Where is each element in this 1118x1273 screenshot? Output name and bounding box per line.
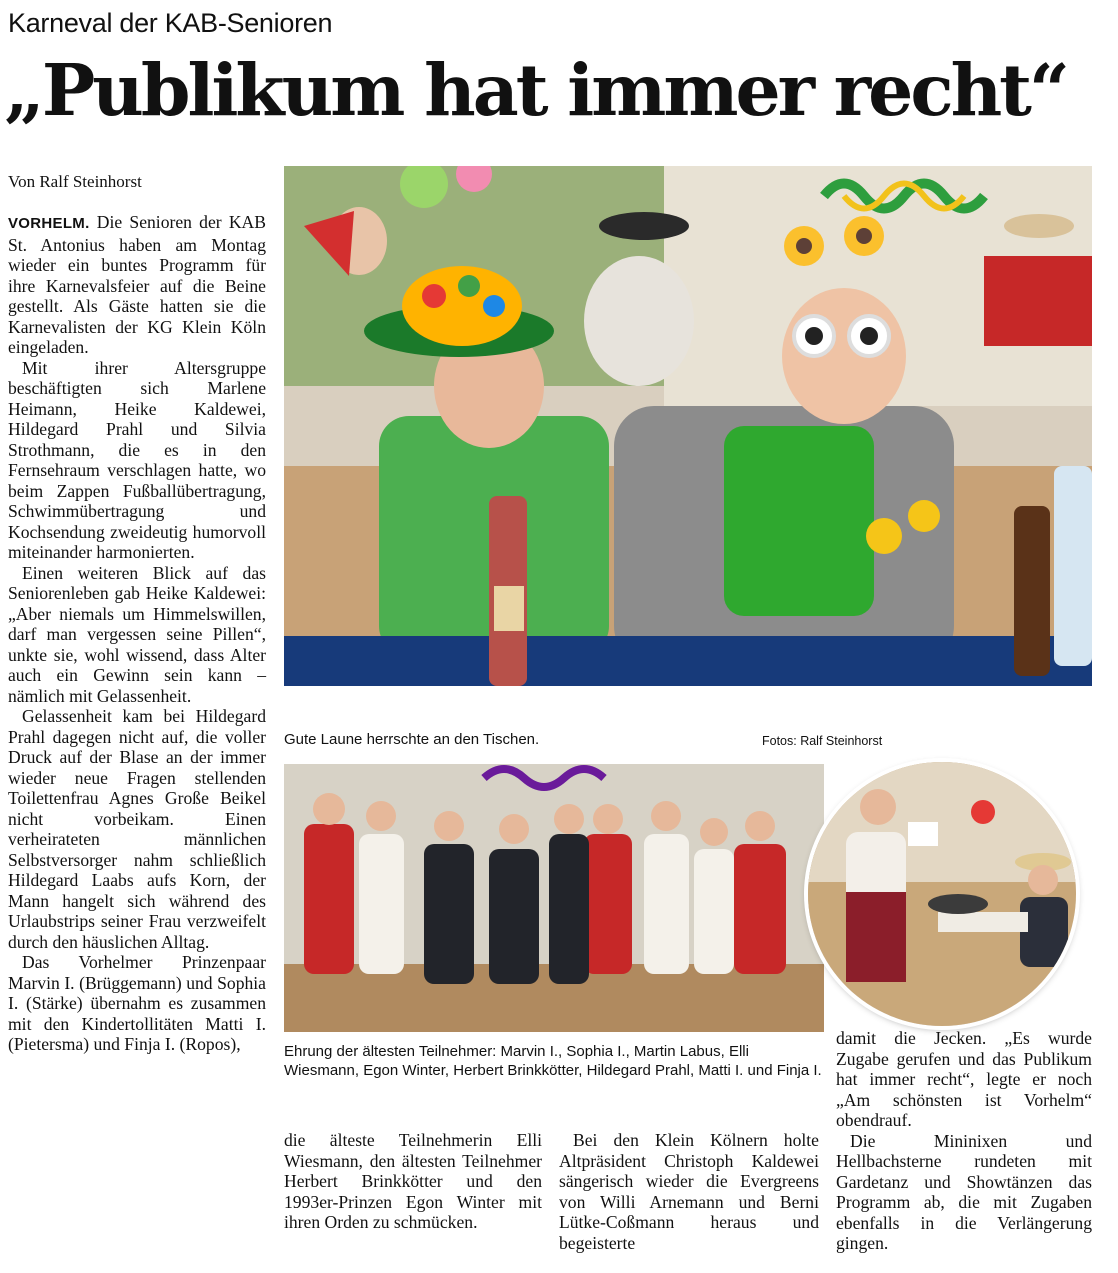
- paragraph: Die Mininixen und Hellbachsterne rundeten mit Gardetanz und Showtänzen das Programm ab, die mit Zugaben ebenfalls in die Verlängerung gingen.: [836, 1130, 1092, 1253]
- paragraph: Gelassenheit kam bei Hildegard Prahl dagegen nicht auf, die voller Druck auf der Blase an der immer wieder neue Fragen stellenden Toilettenfrau Agnes Große Beikel nicht vorbeikam. Einen verheirateten männlichen Selbstversorger nahm schließlich Hildegard Laabs aufs Korn, der Mann hangelt sich während des Urlaubstrips seiner Frau verzweifelt durch den häuslichen Alltag.: [8, 706, 266, 952]
- paragraph: Das Vorhelmer Prinzenpaar Marvin I. (Brüggemann) und Sophia I. (Stärke) übernahm es zusammen mit den Kindertollitäten Matti I. (Pietersma) und Finja I. (Ropos),: [8, 952, 266, 1054]
- article-column-4: [836, 1028, 1092, 1254]
- main-photo: [284, 166, 1092, 686]
- caption-top: Gute Laune herrschte an den Tischen.: [284, 731, 540, 748]
- headline: „Publikum hat immer recht“: [4, 48, 1067, 132]
- paragraph: VORHELM. Die Senioren der KAB St. Antonius haben am Montag wieder ein buntes Programm für ihre Karnevalsfeier auf die Beine gestellt. Als Gäste hatten sie die Karnevalisten der KG Klein Köln eingeladen.: [8, 212, 266, 357]
- caption-group: Ehrung der ältesten Teilnehmer: Marvin I., Sophia I., Martin Labus, Elli Wiesmann, Egon Winter, Herbert Brinkkötter, Hildegard Prahl, Matti I. und Finja I.: [284, 1043, 822, 1079]
- inset-round-photo: [808, 762, 1076, 1026]
- group-photo: [284, 764, 824, 1032]
- paragraph: die älteste Teilnehmerin Elli Wiesmann, den ältesten Teilnehmer Herbert Brinkkötter und den 1993er-Prinzen Egon Winter mit ihren Orden zu schmücken.: [284, 1130, 542, 1232]
- byline: Von Ralf Steinhorst: [8, 172, 142, 191]
- article-column-1: [8, 212, 266, 1055]
- paragraph: Einen weiteren Blick auf das Seniorenleben gab Heike Kaldewei: „Aber niemals um Himmelswillen, darf man vergessen seine Pillen“, unkte sie, wohl wissend, dass Alter auch ein Gewinn sein kann – nämlich mit Gelassenheit.: [8, 562, 266, 706]
- article-column-3: [559, 1130, 819, 1253]
- photo-credit: Fotos: Ralf Steinhorst: [762, 734, 883, 748]
- article-column-2: [284, 1130, 542, 1233]
- paragraph: Bei den Klein Kölnern holte Altpräsident Christoph Kaldewei sängerisch wieder die Evergreens von Willi Arnemann und Berni Lütke-Coßmann heraus und begeisterte: [559, 1130, 819, 1253]
- paragraph: damit die Jecken. „Es wurde Zugabe gerufen und das Publikum hat immer recht“, legte er noch „Am schönsten ist Vorhelm“ obendrauf.: [836, 1028, 1092, 1130]
- dateline: VORHELM.: [8, 215, 90, 232]
- kicker: Karneval der KAB-Senioren: [8, 8, 333, 38]
- paragraph: Mit ihrer Altersgruppe beschäftigten sich Marlene Heimann, Heike Kaldewei, Hildegard Prahl und Silvia Strothmann, die es in den Fernsehraum verschlagen hatte, wo beim Zappen Fußballübertragung, Schwimmübertragung und Kochsendung zweideutig humorvoll miteinander harmonierten.: [8, 357, 266, 562]
